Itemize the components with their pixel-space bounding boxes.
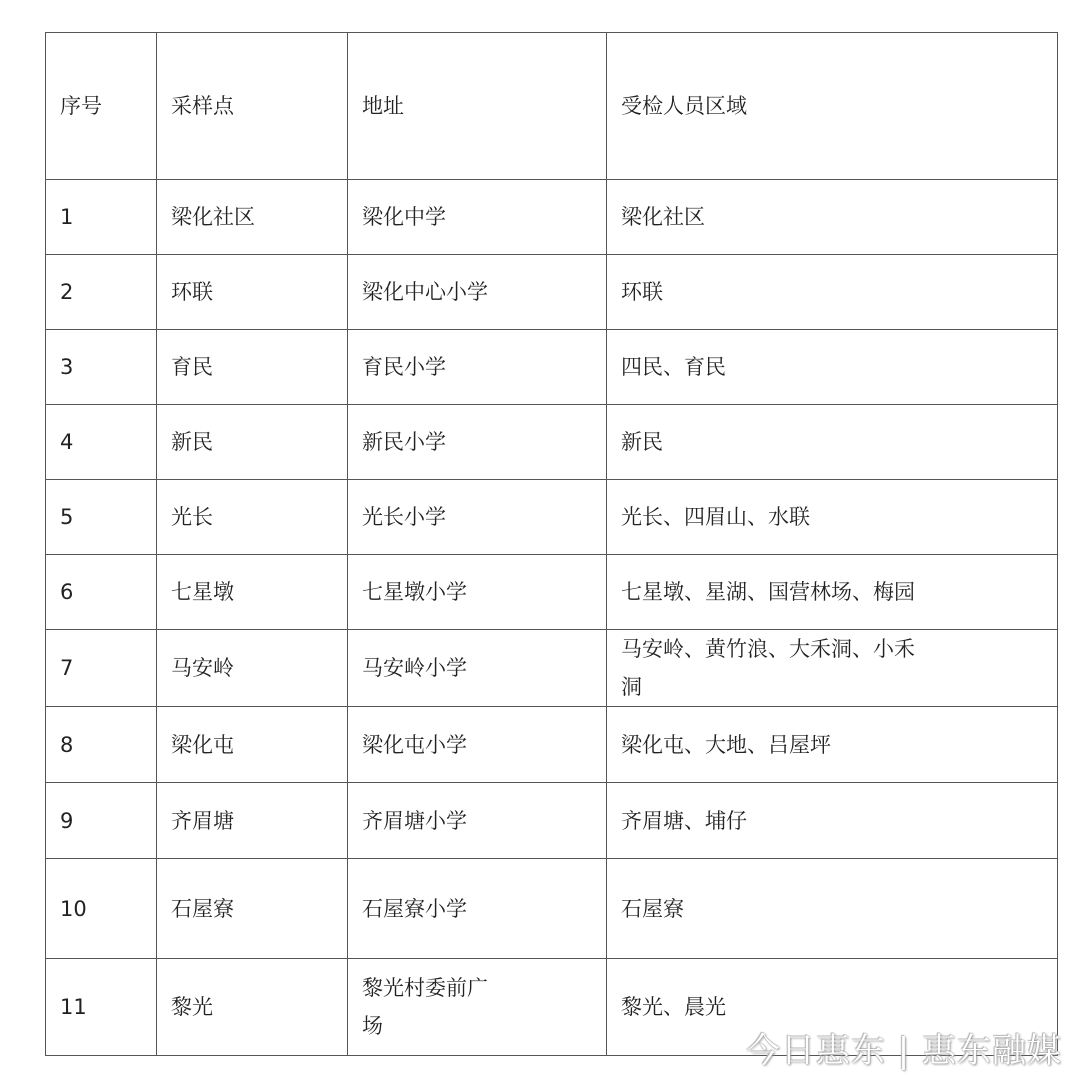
row-sampling-point: 环联 bbox=[157, 255, 348, 330]
row-tested-area: 环联 bbox=[607, 255, 1058, 330]
row-address: 梁化中学 bbox=[348, 180, 607, 255]
table-row bbox=[46, 859, 1058, 959]
row-index: 5 bbox=[46, 480, 157, 555]
header-sampling-point: 采样点 bbox=[157, 33, 348, 180]
row-sampling-point: 七星墩 bbox=[157, 555, 348, 630]
header-address: 地址 bbox=[348, 33, 607, 180]
table-row bbox=[46, 405, 1058, 480]
row-index: 7 bbox=[46, 630, 157, 707]
row-address: 马安岭小学 bbox=[348, 630, 607, 707]
watermark-logo-text: 今日惠东 | 惠东融媒 bbox=[745, 1031, 1062, 1071]
sampling-sites-table bbox=[45, 32, 1058, 1056]
table-row bbox=[46, 555, 1058, 630]
row-address: 梁化屯小学 bbox=[348, 707, 607, 783]
row-sampling-point: 马安岭 bbox=[157, 630, 348, 707]
row-tested-area: 石屋寮 bbox=[607, 859, 1058, 959]
row-address: 光长小学 bbox=[348, 480, 607, 555]
row-address: 黎光村委前广场 bbox=[348, 959, 607, 1056]
header-tested-area: 受检人员区域 bbox=[607, 33, 1058, 180]
row-sampling-point: 光长 bbox=[157, 480, 348, 555]
row-tested-area: 七星墩、星湖、国营林场、梅园 bbox=[607, 555, 1058, 630]
row-index: 10 bbox=[46, 859, 157, 959]
row-address: 齐眉塘小学 bbox=[348, 783, 607, 859]
table-header-row bbox=[46, 33, 1058, 180]
row-sampling-point: 黎光 bbox=[157, 959, 348, 1056]
row-tested-area: 齐眉塘、埔仔 bbox=[607, 783, 1058, 859]
row-sampling-point: 齐眉塘 bbox=[157, 783, 348, 859]
row-tested-area: 梁化屯、大地、吕屋坪 bbox=[607, 707, 1058, 783]
row-tested-area: 四民、育民 bbox=[607, 330, 1058, 405]
table-row bbox=[46, 480, 1058, 555]
row-index: 6 bbox=[46, 555, 157, 630]
row-tested-area: 新民 bbox=[607, 405, 1058, 480]
row-tested-area: 梁化社区 bbox=[607, 180, 1058, 255]
table-row bbox=[46, 255, 1058, 330]
row-address: 梁化中心小学 bbox=[348, 255, 607, 330]
row-sampling-point: 石屋寮 bbox=[157, 859, 348, 959]
header-index: 序号 bbox=[46, 33, 157, 180]
row-sampling-point: 梁化屯 bbox=[157, 707, 348, 783]
table-row bbox=[46, 707, 1058, 783]
row-index: 3 bbox=[46, 330, 157, 405]
row-index: 2 bbox=[46, 255, 157, 330]
row-index: 1 bbox=[46, 180, 157, 255]
row-sampling-point: 梁化社区 bbox=[157, 180, 348, 255]
row-address: 育民小学 bbox=[348, 330, 607, 405]
table-row bbox=[46, 330, 1058, 405]
row-tested-area: 光长、四眉山、水联 bbox=[607, 480, 1058, 555]
row-tested-area: 黎光、晨光 bbox=[607, 959, 1058, 1056]
row-address: 新民小学 bbox=[348, 405, 607, 480]
row-address: 石屋寮小学 bbox=[348, 859, 607, 959]
table-row bbox=[46, 783, 1058, 859]
row-sampling-point: 育民 bbox=[157, 330, 348, 405]
table-row bbox=[46, 630, 1058, 707]
row-sampling-point: 新民 bbox=[157, 405, 348, 480]
row-index: 4 bbox=[46, 405, 157, 480]
row-address: 七星墩小学 bbox=[348, 555, 607, 630]
row-index: 9 bbox=[46, 783, 157, 859]
row-index: 11 bbox=[46, 959, 157, 1056]
row-tested-area: 马安岭、黄竹浪、大禾洞、小禾洞 bbox=[607, 630, 1058, 707]
row-index: 8 bbox=[46, 707, 157, 783]
table-row bbox=[46, 180, 1058, 255]
